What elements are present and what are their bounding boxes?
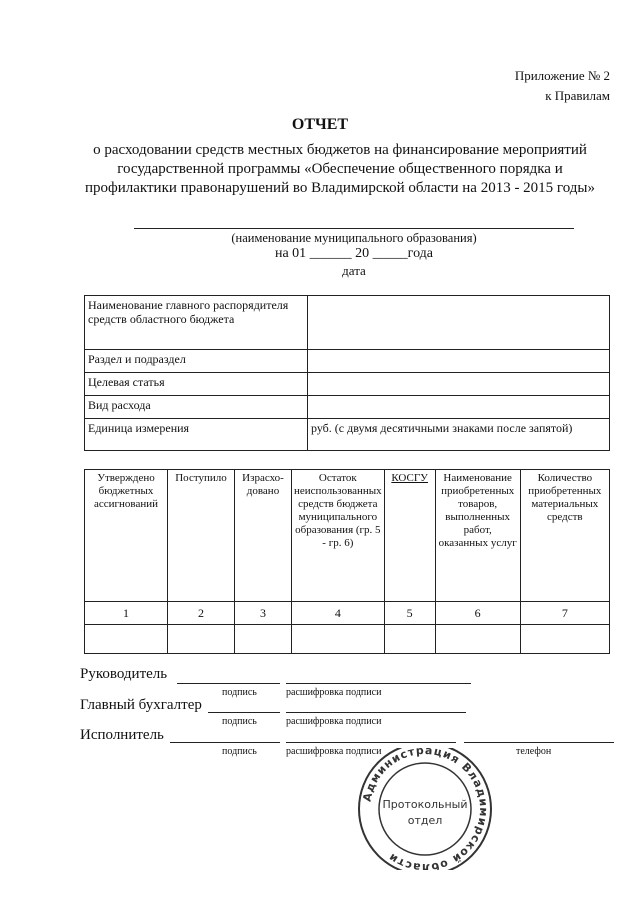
- head-signature-line[interactable]: [177, 683, 280, 684]
- accountant-signature-line[interactable]: [208, 712, 280, 713]
- info-value[interactable]: [308, 373, 610, 396]
- info-row: [85, 419, 610, 451]
- info-row: [85, 350, 610, 373]
- subtitle-line-3: профилактики правонарушений во Владимирской области на 2013 - 2015 годы»: [85, 180, 595, 196]
- appendix-rules: к Правилам: [545, 88, 610, 103]
- executor-sign-caption: подпись: [222, 746, 257, 757]
- col-number: 3: [235, 602, 292, 625]
- executor-decode-line[interactable]: [286, 742, 456, 743]
- col-number: 1: [85, 602, 168, 625]
- executor-phone-line[interactable]: [464, 742, 614, 743]
- info-row: [85, 296, 610, 350]
- col-number: 6: [435, 602, 520, 625]
- col-number: 5: [384, 602, 435, 625]
- col-number: 4: [292, 602, 385, 625]
- date-line: на 01 ______ 20 _____года: [274, 246, 434, 261]
- appendix-note: [515, 66, 610, 106]
- accountant-sign-caption: подпись: [222, 716, 257, 727]
- data-cell[interactable]: [292, 625, 385, 654]
- info-value[interactable]: [308, 396, 610, 419]
- data-cell[interactable]: [435, 625, 520, 654]
- executor-phone-caption: телефон: [516, 746, 552, 757]
- accountant-decode-caption: расшифровка подписи: [286, 716, 382, 727]
- info-value[interactable]: руб. (с двумя десятичными знаками после запятой): [308, 419, 610, 451]
- col-header: Израсхо-довано: [235, 470, 292, 602]
- data-cell[interactable]: [235, 625, 292, 654]
- executor-decode-caption: расшифровка подписи: [286, 746, 382, 757]
- col-header: Остаток неиспользованных средств бюджета муниципального образования (гр. 5 - гр. 6): [292, 470, 385, 602]
- data-cell[interactable]: [384, 625, 435, 654]
- info-label: Целевая статья: [85, 373, 308, 396]
- executor-signature-line[interactable]: [170, 742, 280, 743]
- info-label: Единица измерения: [85, 419, 308, 451]
- date-caption: дата: [342, 263, 366, 278]
- stamp-ring-text: Администрация Владимирской области: [360, 748, 491, 870]
- report-header-row: [85, 470, 610, 602]
- data-cell[interactable]: [85, 625, 168, 654]
- info-label: Раздел и подраздел: [85, 350, 308, 373]
- accountant-decode-line[interactable]: [286, 712, 466, 713]
- column-numbers-row: [85, 602, 610, 625]
- report-subtitle: [70, 141, 610, 198]
- subtitle-line-1: о расходовании средств местных бюджетов на финансирование мероприятий: [93, 142, 587, 158]
- municipality-caption: (наименование муниципального образования): [231, 231, 477, 245]
- data-cell[interactable]: [168, 625, 235, 654]
- report-table: [84, 469, 610, 654]
- municipality-line[interactable]: [134, 228, 574, 229]
- data-cell[interactable]: [520, 625, 609, 654]
- stamp-seal-icon: [350, 748, 500, 870]
- info-value[interactable]: [308, 350, 610, 373]
- col-header: Количество приобретенных материальных средств: [520, 470, 609, 602]
- head-sign-caption: подпись: [222, 687, 257, 698]
- subtitle-line-2: государственной программы «Обеспечение общественного порядка и: [117, 161, 563, 177]
- col-header: Поступило: [168, 470, 235, 602]
- info-table: [84, 295, 610, 451]
- appendix-number: Приложение № 2: [514, 68, 610, 83]
- official-stamp: [350, 748, 500, 875]
- stamp-center-line-1: Протокольный: [382, 798, 468, 811]
- report-title: ОТЧЕТ: [291, 116, 349, 133]
- col-header: Утверждено бюджетных ассигнований: [85, 470, 168, 602]
- col-number: 7: [520, 602, 609, 625]
- col-header: Наименование приобретенных товаров, выполненных работ, оказанных услуг: [435, 470, 520, 602]
- head-decode-caption: расшифровка подписи: [286, 687, 382, 698]
- col-header-kosgu: КОСГУ: [384, 470, 435, 602]
- info-label: Вид расхода: [85, 396, 308, 419]
- executor-label: Исполнитель: [80, 727, 164, 743]
- head-label: Руководитель: [80, 666, 168, 682]
- data-row: [85, 625, 610, 654]
- head-decode-line[interactable]: [286, 683, 471, 684]
- accountant-label: Главный бухгалтер: [80, 697, 202, 713]
- info-value[interactable]: [308, 296, 610, 350]
- info-row: [85, 373, 610, 396]
- col-number: 2: [168, 602, 235, 625]
- info-row: [85, 396, 610, 419]
- stamp-center-line-2: отдел: [407, 814, 443, 827]
- info-label: Наименование главного распорядителя средств областного бюджета: [85, 296, 308, 350]
